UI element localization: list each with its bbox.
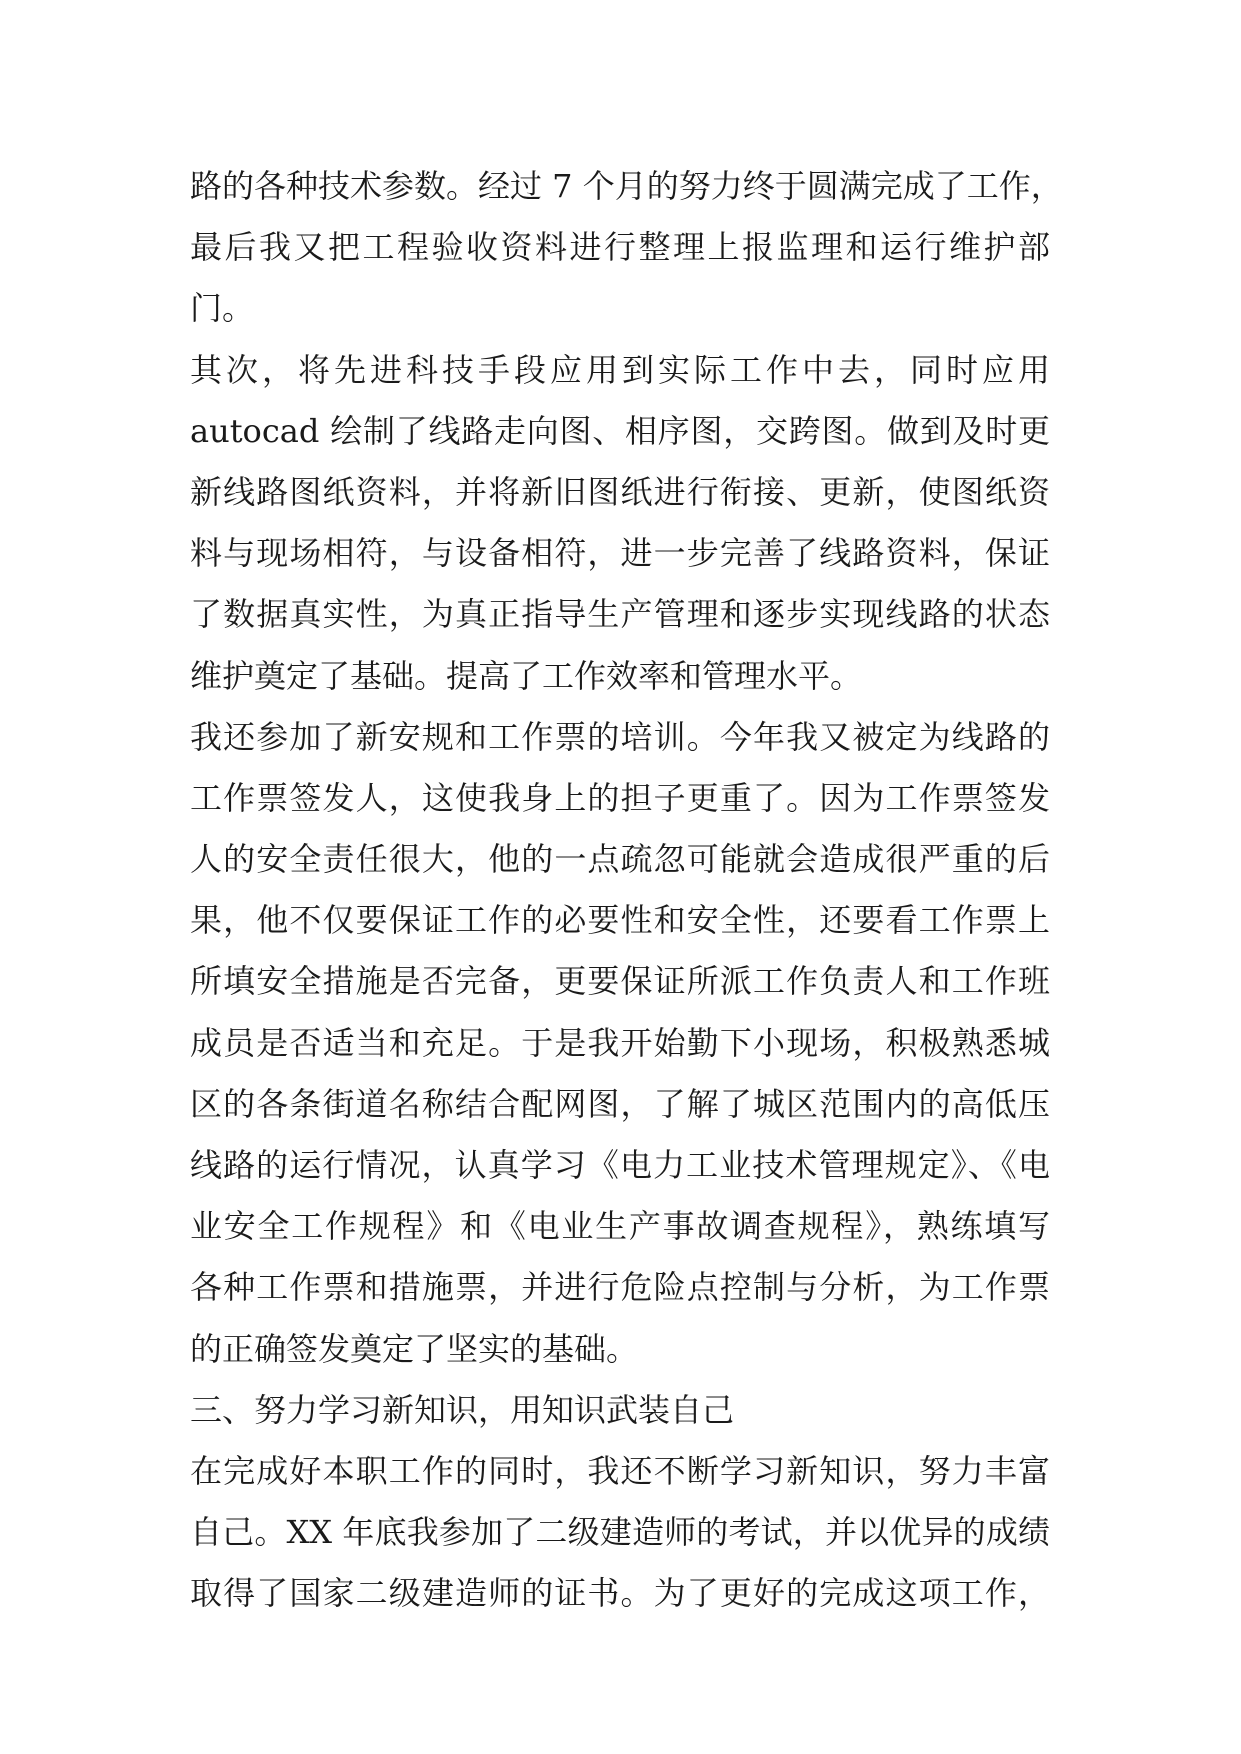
text-line: 各种工作票和措施票，并进行危险点控制与分析，为工作票	[190, 1268, 1050, 1307]
section-heading: 三、努力学习新知识，用知识武装自己	[190, 1390, 735, 1429]
text-line: 我还参加了新安规和工作票的培训。今年我又被定为线路的	[190, 717, 1050, 756]
text-line: 工作票签发人，这使我身上的担子更重了。因为工作票签发	[190, 778, 1050, 817]
text-line: 最后我又把工程验收资料进行整理上报监理和运行维护部	[190, 228, 1050, 267]
text-line: 新线路图纸资料，并将新旧图纸进行衔接、更新，使图纸资	[190, 472, 1050, 511]
text-line: 自己。XX 年底我参加了二级建造师的考试，并以优异的成绩	[190, 1513, 1050, 1552]
text-line: 维护奠定了基础。提高了工作效率和管理水平。	[190, 656, 863, 695]
text-line: 路的各种技术参数。经过 7 个月的努力终于圆满完成了工作，	[190, 167, 1063, 205]
text-line: 取得了国家二级建造师的证书。为了更好的完成这项工作，	[190, 1574, 1050, 1613]
text-line: 人的安全责任很大，他的一点疏忽可能就会造成很严重的后	[190, 840, 1050, 879]
text-line: 果，他不仅要保证工作的必要性和安全性，还要看工作票上	[190, 901, 1050, 940]
text-line: 门。	[190, 289, 255, 328]
text-line: 成员是否适当和充足。于是我开始勤下小现场，积极熟悉城	[190, 1023, 1050, 1062]
text-line: autocad 绘制了线路走向图、相序图，交跨图。做到及时更	[190, 411, 1050, 450]
text-line: 的正确签发奠定了坚实的基础。	[190, 1329, 639, 1368]
text-line: 在完成好本职工作的同时，我还不断学习新知识，努力丰富	[190, 1451, 1050, 1490]
text-line: 料与现场相符，与设备相符，进一步完善了线路资料，保证	[190, 534, 1050, 573]
text-line: 业安全工作规程》和《电业生产事故调查规程》，熟练填写	[190, 1207, 1050, 1246]
text-line: 其次，将先进科技手段应用到实际工作中去，同时应用	[190, 350, 1050, 389]
text-line: 区的各条街道名称结合配网图，了解了城区范围内的高低压	[190, 1084, 1050, 1123]
text-line: 线路的运行情况，认真学习《电力工业技术管理规定》、《电	[190, 1146, 1050, 1184]
body-text	[190, 156, 1063, 1625]
text-line: 了数据真实性，为真正指导生产管理和逐步实现线路的状态	[190, 595, 1050, 634]
text-line: 所填安全措施是否完备，更要保证所派工作负责人和工作班	[190, 962, 1050, 1001]
